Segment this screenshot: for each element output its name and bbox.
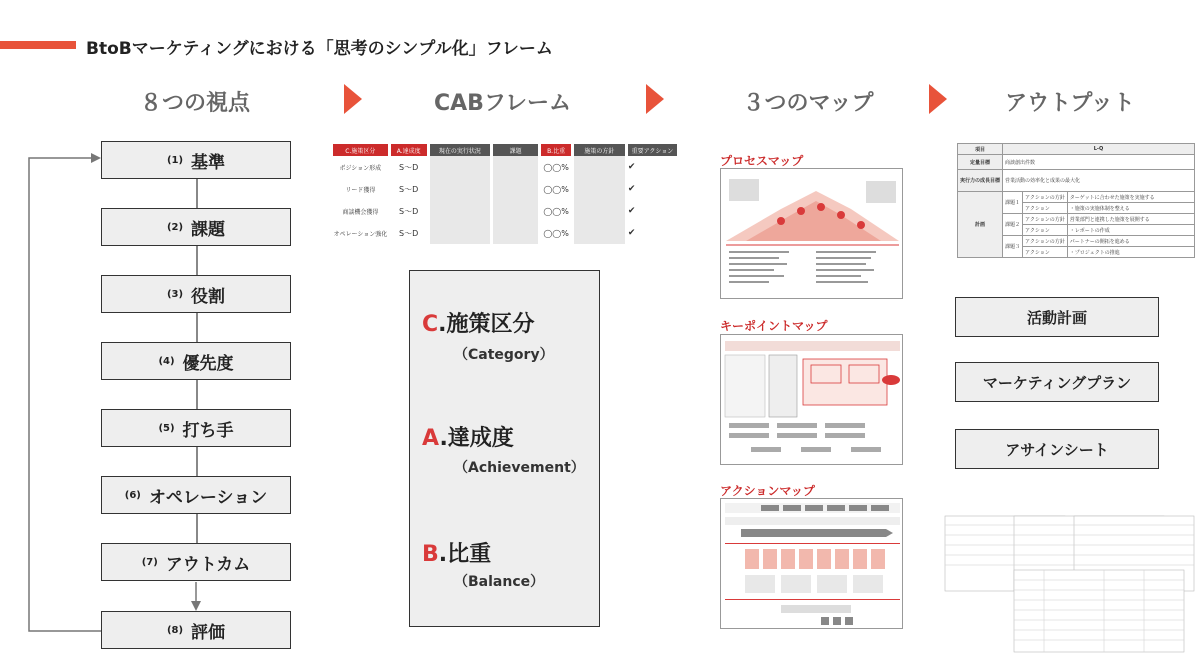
cab-table-header: 課題 bbox=[493, 144, 538, 156]
cab-table-header: A.達成度 bbox=[391, 144, 427, 156]
viewpoint-box-5: (5) 打ち手 bbox=[101, 409, 291, 447]
connector-line bbox=[196, 447, 198, 476]
column-title-cab: CABフレーム bbox=[433, 91, 572, 116]
connector-line bbox=[196, 179, 198, 208]
cab-table-header: 施策の方針 bbox=[574, 144, 625, 156]
column-title-outputs: アウトプット bbox=[1005, 91, 1135, 116]
cab-item-c-en: （Category） bbox=[454, 347, 554, 363]
cab-item-c: C.施策区分 bbox=[422, 312, 535, 337]
column-title-viewpoints: ８つの視点 bbox=[139, 91, 250, 116]
viewpoint-box-4: (4) 優先度 bbox=[101, 342, 291, 380]
connector-line bbox=[196, 514, 198, 543]
cab-table-header: C.施策区分 bbox=[333, 144, 388, 156]
viewpoint-box-3: (3) 役割 bbox=[101, 275, 291, 313]
chevron-right-icon bbox=[344, 84, 362, 114]
action-map-thumbnail bbox=[720, 498, 903, 629]
cab-table-header: 重要アクション bbox=[628, 144, 677, 156]
check-icon: ✔ bbox=[627, 228, 636, 238]
cab-item-b: B.比重 bbox=[422, 542, 492, 567]
assign-sheet-thumbnail bbox=[944, 515, 1196, 655]
connector-line bbox=[196, 313, 198, 342]
check-icon: ✔ bbox=[627, 206, 636, 216]
cab-item-a: A.達成度 bbox=[422, 426, 514, 451]
viewpoint-box-7: (7) アウトカム bbox=[101, 543, 291, 581]
viewpoint-box-8: (8) 評価 bbox=[101, 611, 291, 649]
column-title-maps: ３つのマップ bbox=[742, 91, 874, 116]
action-map-illustration bbox=[721, 499, 903, 629]
table-row: ポジション形成 S～D ◯◯% ✔ bbox=[333, 156, 677, 178]
map-title-process: プロセスマップ bbox=[720, 154, 804, 168]
page-title: BtoBマーケティングにおける「思考のシンプル化」フレーム bbox=[86, 39, 553, 59]
viewpoint-box-6: (6) オペレーション bbox=[101, 476, 291, 514]
keypoint-map-illustration bbox=[721, 335, 903, 465]
arrow-down-icon bbox=[191, 601, 201, 611]
connector-line bbox=[196, 380, 198, 409]
chevron-right-icon bbox=[646, 84, 664, 114]
process-map-thumbnail bbox=[720, 168, 903, 299]
keypoint-map-thumbnail bbox=[720, 334, 903, 465]
table-row: 商談機会獲得 S～D ◯◯% ✔ bbox=[333, 200, 677, 222]
cab-box bbox=[409, 270, 600, 627]
lq-table: 項目 L-Q 定量目標 商談創出件数 実行力の成長目標 営業活動の効率化と成果の最大化 計画 課題１ アクションの方針 ターゲットに合わせた施策を実施する アクション ・施策の実施体制を整える 課題２ アクションの方針 営業部門と連携した施策を展開する アクション ・レポートの作成 課題３ アクションの方針 パートナーの開拓を進める アクション ・プロジェクトの推進 bbox=[957, 143, 1195, 258]
viewpoint-box-1: (1) 基準 bbox=[101, 141, 291, 179]
cab-table bbox=[330, 144, 680, 244]
check-icon: ✔ bbox=[627, 162, 636, 172]
cab-table-header: 現在の実行状況 bbox=[430, 144, 490, 156]
process-map-illustration bbox=[721, 169, 903, 299]
output-assign-sheet: アサインシート bbox=[955, 429, 1159, 469]
viewpoint-box-2: (2) 課題 bbox=[101, 208, 291, 246]
cab-table-header: B.比重 bbox=[541, 144, 571, 156]
arrow-head-icon bbox=[91, 153, 101, 163]
map-title-action: アクションマップ bbox=[720, 484, 815, 498]
table-row: リード獲得 S～D ◯◯% ✔ bbox=[333, 178, 677, 200]
chevron-right-icon bbox=[929, 84, 947, 114]
map-title-keypoint: キーポイントマップ bbox=[720, 319, 828, 333]
cab-item-a-en: （Achievement） bbox=[454, 460, 585, 476]
output-marketing-plan: マーケティングプラン bbox=[955, 362, 1159, 402]
table-row: オペレーション強化 S～D ◯◯% ✔ bbox=[333, 222, 677, 244]
cab-item-b-en: （Balance） bbox=[454, 574, 545, 590]
connector-line bbox=[196, 246, 198, 275]
check-icon: ✔ bbox=[627, 184, 636, 194]
output-activity-plan: 活動計画 bbox=[955, 297, 1159, 337]
